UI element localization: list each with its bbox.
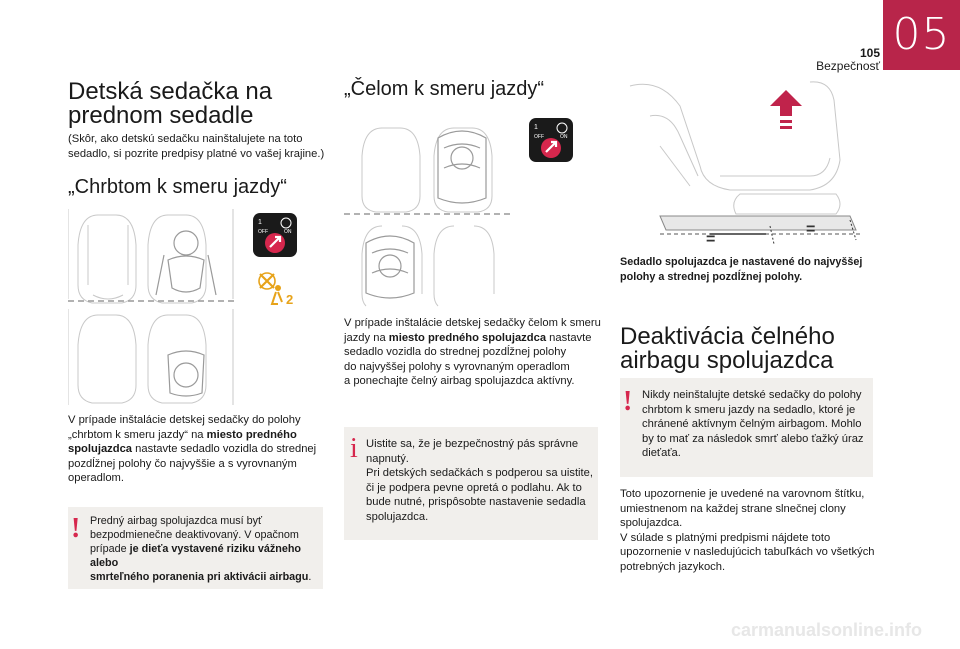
airbag-on-badge bbox=[529, 118, 573, 162]
info-icon: i bbox=[350, 433, 358, 464]
col1-intro: (Skôr, ako detskú sedačku nainštalujete na toto sedadlo, si pozrite predpisy platné vo vašej krajine.) bbox=[68, 133, 325, 160]
forward-facing-seat-diagram bbox=[344, 108, 512, 308]
watermark: carmanualsonline.info bbox=[730, 620, 922, 640]
seat-position-diagram bbox=[620, 76, 866, 248]
col2-info-box bbox=[344, 427, 598, 540]
airbag-off-badge bbox=[253, 213, 297, 257]
svg-text:OFF: OFF bbox=[258, 229, 268, 235]
svg-text:2: 2 bbox=[286, 292, 294, 307]
svg-text:ON: ON bbox=[284, 229, 292, 235]
col3-caption: Sedadlo spolujazdca je nastavené do najvyššej polohy a strednej pozdĺžnej polohy. bbox=[620, 256, 863, 283]
col2-paragraph: V prípade inštalácie detskej sedačky čelom k smeru jazdy na miesto predného spolujazdca nastavte sedadlo vozidla do strednej pozdĺžnej polohy do najvyššej polohy s vyrovnaným operadlom a ponechajte čelný airbag spolujazdca aktívny. bbox=[344, 317, 601, 387]
col1-title: Detská sedačka na prednom sedadle bbox=[68, 78, 273, 129]
col3-warning-text: Nikdy neinštalujte detské sedačky do polohy chrbtom k smeru jazdy na sedadlo, ktoré je chránené aktívnym čelným airbagom. Mohlo by to mať za následok smrť alebo ťažký úraz dieťaťa. bbox=[642, 389, 864, 459]
col3-title: Deaktivácia čelného airbagu spolujazdca bbox=[620, 323, 835, 374]
chapter-tab: 05 bbox=[883, 0, 960, 70]
col1-warning-box bbox=[68, 507, 323, 589]
exclamation-icon: ! bbox=[623, 386, 633, 417]
col3-paragraph: Toto upozornenie je uvedené na varovnom štítku, umiestnenom na každej strane slnečnej clony spolujazdca. V súlade s platnými predpismi nájdete toto upozornenie v nasledujúcich tabuľkách vo všetkých potrebných jazykoch. bbox=[620, 488, 875, 573]
svg-text:OFF: OFF bbox=[534, 134, 544, 140]
col3-warning-box bbox=[620, 378, 873, 477]
airbag-warning-icon bbox=[256, 270, 300, 308]
page-number: 105 bbox=[859, 46, 880, 60]
col2-info-text: Uistite sa, že je bezpečnostný pás správne napnutý. Pri detských sedačkách s podperou sa uistite, či je podpera pevne opretá o podlahu. Ak to bude nutné, prispôsobte nastavenie sedadla spolujazdca. bbox=[366, 438, 593, 523]
section-title: Bezpečnosť bbox=[816, 59, 880, 73]
col1-paragraph: V prípade inštalácie detskej sedačky do polohy „chrbtom k smeru jazdy“ na miesto predného spolujazdca nastavte sedadlo vozidla do strednej pozdĺžnej polohy čo najvyššie a s vyrovnaným operadlom. bbox=[68, 414, 317, 484]
rear-facing-seat-diagram bbox=[68, 205, 236, 405]
col1-warning-text: Predný airbag spolujazdca musí byť bezpodmienečne deaktivovaný. V opačnom prípade je dieťa vystavené riziku vážneho alebo smrteľného poranenia pri aktivácii airbagu. bbox=[90, 515, 312, 583]
col2-title: „Čelom k smeru jazdy“ bbox=[344, 78, 545, 100]
svg-text:=: = bbox=[706, 231, 716, 248]
svg-text:1: 1 bbox=[534, 124, 538, 131]
col1-subtitle: „Chrbtom k smeru jazdy“ bbox=[68, 176, 287, 198]
exclamation-icon: ! bbox=[71, 513, 81, 544]
svg-text:=: = bbox=[806, 221, 816, 238]
svg-text:1: 1 bbox=[258, 219, 262, 226]
svg-text:ON: ON bbox=[560, 134, 568, 140]
